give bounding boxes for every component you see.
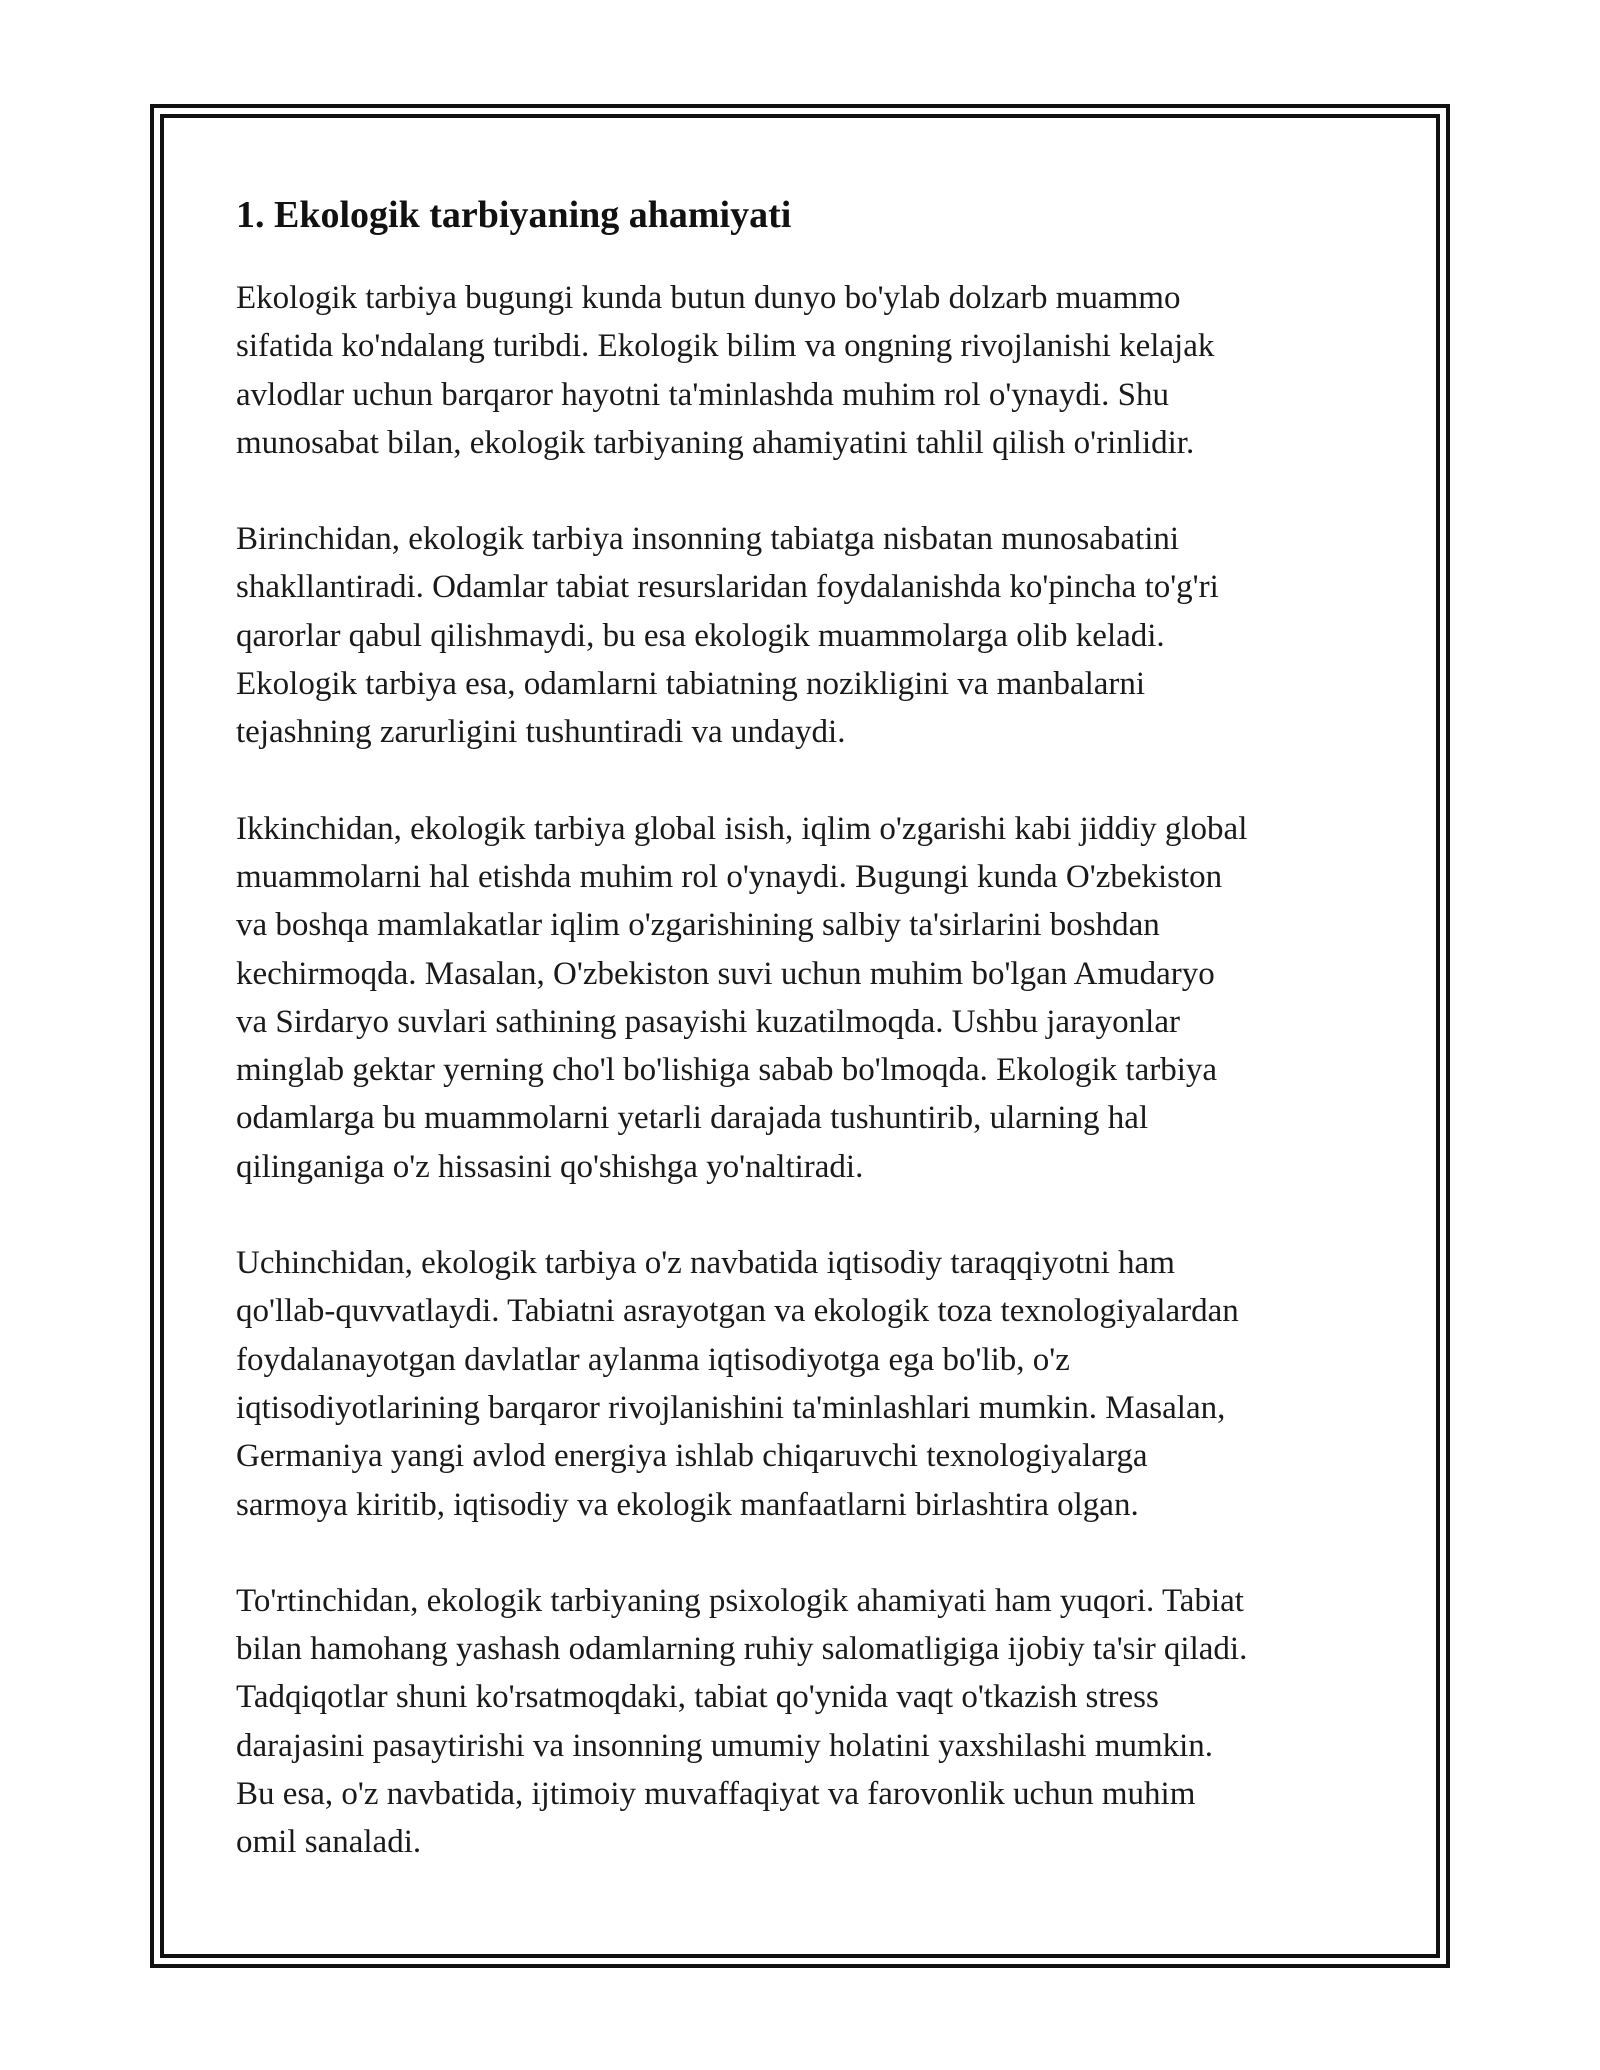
paragraph-intro	[236, 274, 1366, 467]
text-line: foydalanayotgan davlatlar aylanma iqtisodiyotga ega bo'lib, o'z	[236, 1341, 1070, 1378]
text-line: minglab gektar yerning cho'l bo'lishiga sabab bo'lmoqda. Ekologik tarbiya	[236, 1052, 1218, 1089]
text-line: iqtisodiyotlarining barqaror rivojlanishini ta'minlashlari mumkin. Masalan,	[236, 1389, 1226, 1426]
paragraph-third	[236, 1239, 1366, 1529]
text-line: tejashning zarurligini tushuntiradi va undaydi.	[236, 714, 846, 751]
text-line: qilinganiga o'z hissasini qo'shishga yo'naltiradi.	[236, 1148, 864, 1185]
text-line: sarmoya kiritib, iqtisodiy va ekologik manfaatlarni birlashtira olgan.	[236, 1486, 1139, 1523]
text-line: Bu esa, o'z navbatida, ijtimoiy muvaffaqiyat va farovonlik uchun muhim	[236, 1776, 1196, 1813]
text-line: bilan hamohang yashash odamlarning ruhiy salomatligiga ijobiy ta'sir qiladi.	[236, 1631, 1248, 1668]
paragraph-second	[236, 805, 1366, 1191]
text-line: Tadqiqotlar shuni ko'rsatmoqdaki, tabiat qo'ynida vaqt o'tkazish stress	[236, 1679, 1159, 1716]
text-line: odamlarga bu muammolarni yetarli darajada tushuntirib, ularning hal	[236, 1100, 1149, 1137]
text-line: Ikkinchidan, ekologik tarbiya global isish, iqlim o'zgarishi kabi jiddiy global	[236, 810, 1248, 847]
text-line: Uchinchidan, ekologik tarbiya o'z navbatida iqtisodiy taraqqiyotni ham	[236, 1245, 1175, 1282]
paragraph-first	[236, 515, 1366, 756]
text-line: munosabat bilan, ekologik tarbiyaning ahamiyatini tahlil qilish o'rinlidir.	[236, 424, 1195, 461]
text-line: Ekologik tarbiya esa, odamlarni tabiatning nozikligini va manbalarni	[236, 666, 1146, 703]
text-line: Ekologik tarbiya bugungi kunda butun dunyo bo'ylab dolzarb muammo	[236, 280, 1181, 316]
text-line: Birinchidan, ekologik tarbiya insonning tabiatga nisbatan munosabatini	[236, 521, 1180, 558]
document-body	[236, 186, 1366, 1915]
text-line: va boshqa mamlakatlar iqlim o'zgarishining salbiy ta'sirlarini boshdan	[236, 907, 1160, 944]
text-line: qarorlar qabul qilishmaydi, bu esa ekologik muammolarga olib keladi.	[236, 617, 1165, 654]
text-line: Germaniya yangi avlod energiya ishlab chiqaruvchi texnologiyalarga	[236, 1438, 1148, 1475]
section-heading: 1. Ekologik tarbiyaning ahamiyati	[236, 194, 792, 236]
text-line: avlodlar uchun barqaror hayotni ta'minlashda muhim rol o'ynaydi. Shu	[236, 376, 1169, 413]
text-line: kechirmoqda. Masalan, O'zbekiston suvi uchun muhim bo'lgan Amudaryo	[236, 955, 1215, 992]
text-line: omil sanaladi.	[236, 1824, 422, 1861]
text-line: darajasini pasaytirishi va insonning umumiy holatini yaxshilashi mumkin.	[236, 1727, 1214, 1764]
text-line: To'rtinchidan, ekologik tarbiyaning psixologik ahamiyati ham yuqori. Tabiat	[236, 1582, 1244, 1619]
text-line: shakllantiradi. Odamlar tabiat resurslaridan foydalanishda ko'pincha to'g'ri	[236, 569, 1219, 606]
text-line: qo'llab-quvvatlaydi. Tabiatni asrayotgan va ekologik toza texnologiyalardan	[236, 1293, 1239, 1330]
text-line: muammolarni hal etishda muhim rol o'ynaydi. Bugungi kunda O'zbekiston	[236, 858, 1223, 895]
text-line: sifatida ko'ndalang turibdi. Ekologik bilim va ongning rivojlanishi kelajak	[236, 328, 1215, 365]
paragraph-fourth	[236, 1577, 1366, 1867]
text-line: va Sirdaryo suvlari sathining pasayishi kuzatilmoqda. Ushbu jarayonlar	[236, 1003, 1180, 1040]
